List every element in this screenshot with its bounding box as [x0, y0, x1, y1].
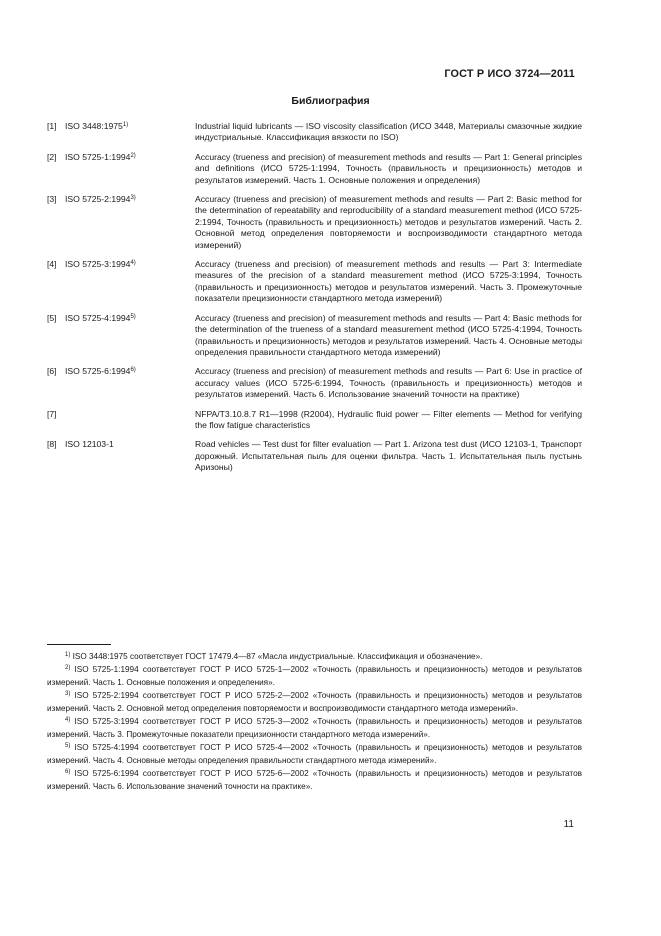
footnote-marker: 6)	[130, 367, 136, 374]
entry-text: Accuracy (trueness and precision) of measurement methods and results — Part 1: General principles and definitions (ИСО 5725-1:1994, Точность (правильность и прецизионность) методов и результатов измерений. Часть 1. Основные положения и определения)	[195, 151, 582, 185]
bibliography-entry	[47, 366, 582, 400]
reference-code: ISO 5725-6:1994	[65, 366, 131, 377]
bibliography-entry	[47, 313, 582, 359]
footnote-divider	[47, 644, 111, 645]
footnote-text: ISO 5725-1:1994 соответствует ГОСТ Р ИСО 5725-1—2002 «Точность (правильность и прецизионность) методов и результатов измерений. Часть 1. Основные положения и определения».	[47, 665, 582, 687]
footnote-marker: 3)	[130, 195, 136, 202]
footnote-text: ISO 3448:1975 соответствует ГОСТ 17479.4—87 «Масла индустриальные. Классификация и обозначение».	[72, 652, 483, 661]
entry-text: NFPA/T3.10.8.7 R1—1998 (R2004), Hydraulic fluid power — Filter elements — Method for verifying the flow fatigue characteristics	[195, 408, 582, 430]
entry-reference	[65, 121, 195, 144]
footnote	[47, 689, 582, 715]
page-number: 11	[563, 819, 574, 830]
footnote-text: ISO 5725-6:1994 соответствует ГОСТ Р ИСО 5725-6—2002 «Точность (правильность и прецизионность) методов и результатов измерений. Часть 6. Использование значений точности на практике».	[47, 769, 582, 791]
footnote	[47, 715, 582, 741]
entry-number: [2]	[47, 151, 57, 162]
reference-code: ISO 5725-2:1994	[65, 194, 131, 205]
bibliography-entry	[47, 152, 582, 186]
bibliography-entry	[47, 409, 582, 432]
bibliography-entry	[47, 259, 582, 305]
footnote-text: ISO 5725-2:1994 соответствует ГОСТ Р ИСО 5725-2—2002 «Точность (правильность и прецизионность) методов и результатов измерений. Часть 2. Основной метод определения повторяемости и воспроизводимости стандартного метода измерений».	[47, 691, 582, 713]
entry-reference	[65, 409, 195, 432]
entry-reference	[65, 439, 195, 473]
footnote-mark: 6)	[65, 769, 71, 775]
entry-text: Industrial liquid lubricants — ISO viscosity classification (ИСО 3448, Материалы смазочные жидкие индустриальные. Классификация вязкости по ISO)	[195, 121, 582, 143]
footnote-text: ISO 5725-4:1994 соответствует ГОСТ Р ИСО 5725-4—2002 «Точность (правильность и прецизионность) методов и результатов измерений. Часть 4. Основные методы определения правильности стандартного метода измерений».	[47, 743, 582, 765]
entry-number: [4]	[47, 259, 57, 270]
reference-code: ISO 5725-3:1994	[65, 259, 131, 270]
entry-text: Road vehicles — Test dust for filter evaluation — Part 1. Arizona test dust (ИСО 12103-1, Транспорт дорожный. Испытательная пыль для оценки фильтра. Часть 1. Испытательная пыль пустынь Аризоны)	[195, 439, 582, 473]
footnote-mark: 2)	[65, 665, 71, 671]
footnote	[47, 650, 582, 663]
reference-code: ISO 3448:1975	[65, 121, 123, 131]
entry-text: Accuracy (trueness and precision) of measurement methods and results — Part 2: Basic method for the determination of repeatability and reproducibility of a standard measurement method (ИСО 5725-2:1994, Точность (правильность и прецизионность) методов и результатов измерений. Часть 2. Основной метод определения повторяемости и воспроизводимости стандартного метода измерений)	[195, 194, 582, 250]
entry-number: [6]	[47, 366, 57, 377]
entry-text: Accuracy (trueness and precision) of measurement methods and results — Part 4: Basic methods for the determination of the trueness of a standard measurement method (ИСО 5725-4:1994, Точность (правильность и прецизионность) методов и результатов измерений. Часть 4. Основные методы определения правильности стандартного метода измерений)	[195, 312, 582, 357]
footnote-marker: 5)	[130, 313, 136, 320]
footnote	[47, 767, 582, 793]
footnote-mark: 1)	[65, 652, 71, 658]
entry-number: [3]	[47, 194, 57, 205]
footnote-mark: 4)	[65, 717, 71, 723]
footnote-marker: 1)	[122, 122, 129, 128]
entry-number: [5]	[47, 312, 57, 323]
entry-reference	[65, 259, 195, 305]
entry-reference	[65, 152, 195, 186]
entry-reference	[65, 194, 195, 251]
entry-number: [1]	[47, 121, 57, 131]
footnote-mark: 3)	[65, 691, 71, 697]
footnote-marker: 2)	[130, 152, 136, 159]
bibliography-list	[47, 121, 582, 482]
entry-text: Accuracy (trueness and precision) of measurement methods and results — Part 6: Use in practice of accuracy values (ИСО 5725-6:1994, Точность (правильность и прецизионность) методов и результатов измерений. Часть 6. Использование значений точности на практике)	[195, 366, 582, 400]
reference-code: ISO 5725-4:1994	[65, 312, 131, 323]
entry-reference	[65, 313, 195, 359]
entry-number: [8]	[47, 439, 57, 450]
bibliography-entry	[47, 194, 582, 251]
footnote	[47, 741, 582, 767]
reference-code: ISO 12103-1	[65, 439, 114, 450]
page-header-standard-id: ГОСТ Р ИСО 3724—2011	[444, 68, 575, 80]
footnote-text: ISO 5725-3:1994 соответствует ГОСТ Р ИСО 5725-3—2002 «Точность (правильность и прецизионность) методов и результатов измерений. Часть 3. Промежуточные показатели прецизионности стандартного метода измерений».	[47, 717, 582, 739]
bibliography-entry	[47, 121, 582, 144]
footnote-mark: 5)	[65, 743, 71, 749]
page-title: Библиография	[291, 95, 370, 107]
reference-code: ISO 5725-1:1994	[65, 151, 131, 162]
entry-reference	[65, 366, 195, 400]
entry-text: Accuracy (trueness and precision) of measurement methods and results — Part 3: Intermediate measures of the precision of a standard measurement method (ИСО 5725-3:1994, Точность (правильность и прецизионность) методов и результатов измерений. Часть 3. Промежуточные показатели прецизионности стандартного метода измерений)	[195, 259, 582, 304]
entry-number: [7]	[47, 408, 57, 419]
footnote-marker: 4)	[130, 260, 136, 267]
footnote	[47, 663, 582, 689]
bibliography-entry	[47, 439, 582, 473]
footnotes	[47, 650, 582, 793]
